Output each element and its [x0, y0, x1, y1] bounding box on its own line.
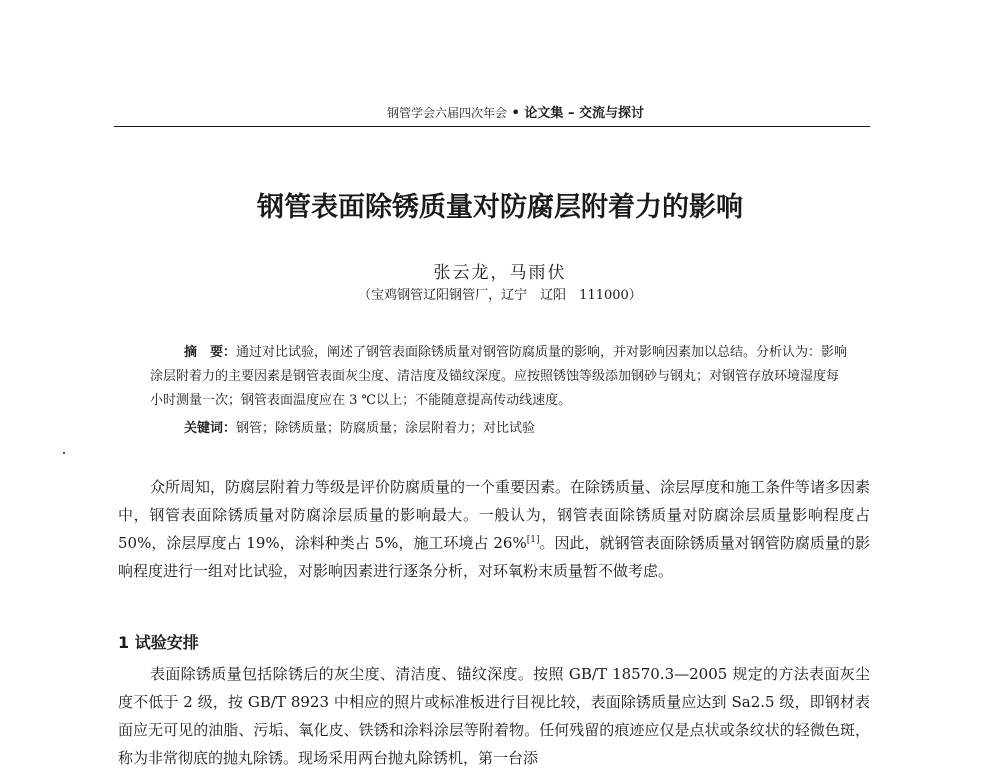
section1-paragraph: 表面除锈质量包括除锈后的灰尘度、清洁度、锚纹深度。按照 GB/T 18570.3—2005 规定的方法表面灰尘度不低于 2 级，按 GB/T 8923 中相应的照片或标准板进行目视比较，表面除锈质量应达到 Sa2.5 级，即钢材表面应无可见的油脂、污垢、氧化皮、铁锈和涂料涂层等附着物。任何残留的痕迹应仅是点状或条纹状的轻微色斑，称为非常彻底的抛丸除锈。现场采用两台抛丸除锈机，第一台添 — [118, 665, 870, 767]
section-heading: 1 试验安排 — [118, 633, 199, 652]
abstract-text: 通过对比试验，阐述了钢管表面除锈质量对钢管防腐质量的影响，并对影响因素加以总结。分析认为：影响涂层附着力的主要因素是钢管表面灰尘度、清洁度及锚纹深度。应按照锈蚀等级添加钢砂与钢丸；对钢管存放环境湿度每小时测量一次；钢管表面温度应在 3 ℃以上；不能随意提高传动线速度。 — [150, 345, 848, 408]
running-header-separator: – — [563, 106, 579, 121]
keywords-label: 关键词： — [184, 421, 237, 436]
intro-text-after-ref: 。因此，就钢管表面除锈质量对钢管防腐质量的影响程度进行一组对比试验，对影响因素进行逐条分析，对环氧粉末质量暂不做考虑。 — [118, 534, 870, 580]
keywords-text: 钢管；除锈质量；防腐质量；涂层附着力；对比试验 — [236, 421, 536, 436]
abstract — [150, 341, 850, 413]
intro-paragraph — [118, 473, 870, 585]
running-header-section: 交流与探讨 — [578, 106, 644, 121]
citation-ref: [1] — [526, 535, 540, 545]
authors: 张云龙，马雨伏 — [433, 263, 567, 283]
scan-speck — [63, 452, 65, 454]
running-header-collection: 论文集 — [524, 106, 564, 121]
running-header — [114, 104, 870, 123]
abstract-label: 摘 要： — [184, 345, 237, 360]
running-header-prefix: 钢管学会六届四次年会 — [387, 106, 508, 120]
paper-title: 钢管表面除锈质量对防腐层附着力的影响 — [257, 192, 743, 223]
running-header-bullet: • — [507, 106, 525, 121]
header-rule — [114, 126, 870, 127]
affiliation: （宝鸡钢管辽阳钢管厂，辽宁 辽阳 111000） — [358, 288, 642, 303]
intro-text-before-ref: 众所周知，防腐层附着力等级是评价防腐质量的一个重要因素。在除锈质量、涂层厚度和施工条件等诸多因素中，钢管表面除锈质量对防腐涂层质量的影响最大。一般认为，钢管表面除锈质量对防腐涂层质量影响程度占 50%，涂层厚度占 19%，涂料种类占 5%，施工环境占 26% — [118, 478, 871, 552]
keywords — [184, 417, 850, 441]
